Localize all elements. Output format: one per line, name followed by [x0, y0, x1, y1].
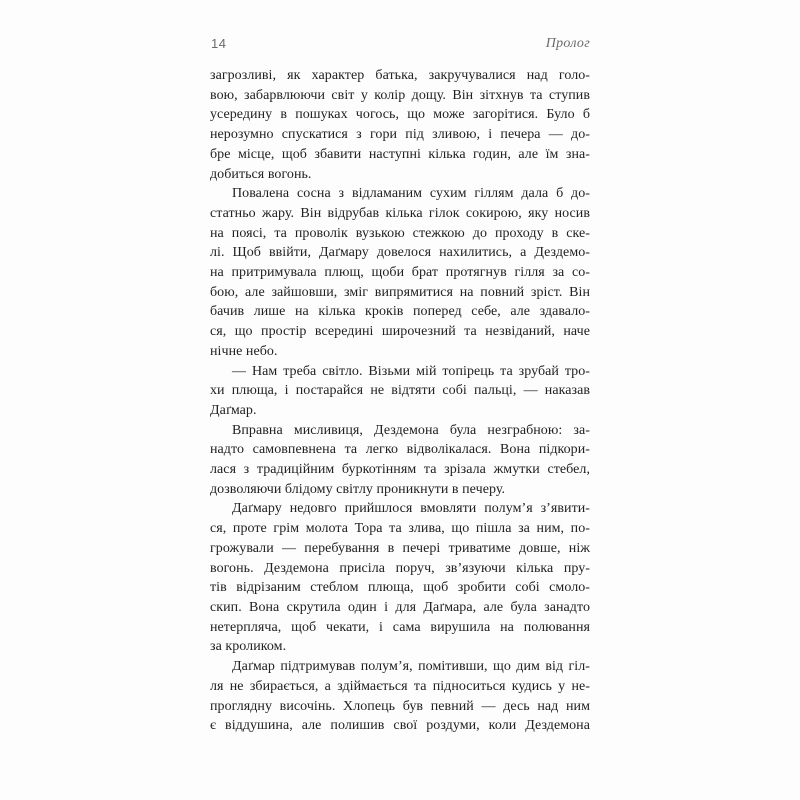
text-line: тів відрізаним стеблом плюща, щоб зробити собі смоло- [210, 580, 590, 596]
text-line: бою, але зайшовши, зміг випрямитися на повний зріст. Він [210, 284, 590, 300]
text-line: на притримувала плющ, щоби брат протягнув гілля за со- [210, 265, 590, 281]
text-line: нетерпляча, щоб чекати, і сама вирушила на полювання [210, 619, 590, 635]
running-head: Пролог [545, 36, 590, 51]
paragraph [210, 421, 590, 500]
text-line: грожували — перебування в печері триватиме довше, ніж [210, 540, 590, 556]
paragraph [210, 184, 590, 361]
text-line: Повалена сосна з відламаним сухим гіллям дала б до- [232, 186, 590, 202]
text-line: добиться вогонь. [210, 166, 312, 182]
page-number: 14 [211, 36, 227, 51]
text-line: Даґмар. [210, 402, 257, 418]
text-line: ся, проте грім молота Тора та злива, що пішла за ним, по- [210, 521, 590, 537]
text-line: бре місце, щоб збавити наступні кілька годин, але їм зна- [210, 146, 590, 162]
paragraph [210, 66, 590, 184]
text-line: — Нам треба світло. Візьми мій топірець та зрубай тро- [232, 363, 590, 379]
text-line: лася з традиційним буркотінням та зрізала жмутки стебел, [210, 462, 590, 478]
text-line: за кроликом. [210, 639, 287, 655]
page-header [210, 37, 590, 53]
text-line: скип. Вона скрутила один і для Даґмара, але була занадто [210, 599, 590, 615]
text-line: дозволяючи блідому світлу проникнути в печеру. [210, 481, 506, 497]
paragraph [210, 657, 590, 736]
text-line: надто самовпевнена та легко відволікалася. Вона підкори- [210, 442, 590, 458]
text-line: Даґмар підтримував полум’я, помітивши, що дим від гіл- [232, 659, 590, 675]
text-line: вогонь. Дездемона присіла поруч, зв’язуючи кілька пру- [210, 560, 590, 576]
paragraph [210, 362, 590, 421]
text-line: вою, забарвлюючи світ у колір дощу. Він зітхнув та ступив [210, 87, 590, 103]
text-line: лі. Щоб ввійти, Даґмару довелося нахилитись, а Дездемо- [210, 245, 590, 261]
text-line: Даґмару недовго прийшлося вмовляти полум’я з’явити- [232, 501, 590, 517]
text-line: проглядну височінь. Хлопець був певний — десь над ним [210, 698, 590, 714]
text-line: нічне небо. [210, 343, 278, 359]
text-line: нерозумно спускатися з гори під зливою, і печера — до- [210, 127, 590, 143]
text-line: ля не збирається, а здіймається та підноситься кудись у не- [210, 678, 590, 694]
text-line: бачив лише на кілька кроків поперед себе, але здавало- [210, 304, 590, 320]
page-body [210, 66, 590, 736]
text-line: загрозливі, як характер батька, закручувалися над голо- [210, 68, 590, 83]
text-line: усередину в пошуках чогось, що може загорітися. Було б [210, 107, 590, 123]
text-line: статньо жару. Він відрубав кілька гілок сокирою, яку носив [210, 205, 590, 221]
text-line: хи плюща, і постарайся не відтяти собі пальці, — наказав [210, 383, 590, 399]
paragraph [210, 499, 590, 657]
text-line: Вправна мисливиця, Дездемона була незграбною: за- [232, 422, 590, 438]
text-line: ся, що простір всередині широчезний та незвіданий, наче [210, 324, 590, 340]
text-line: є віддушина, але полишив свої роздуми, коли Дездемона [210, 718, 590, 734]
text-line: на поясі, та проволік вузькою стежкою до проходу в ске- [210, 225, 590, 241]
